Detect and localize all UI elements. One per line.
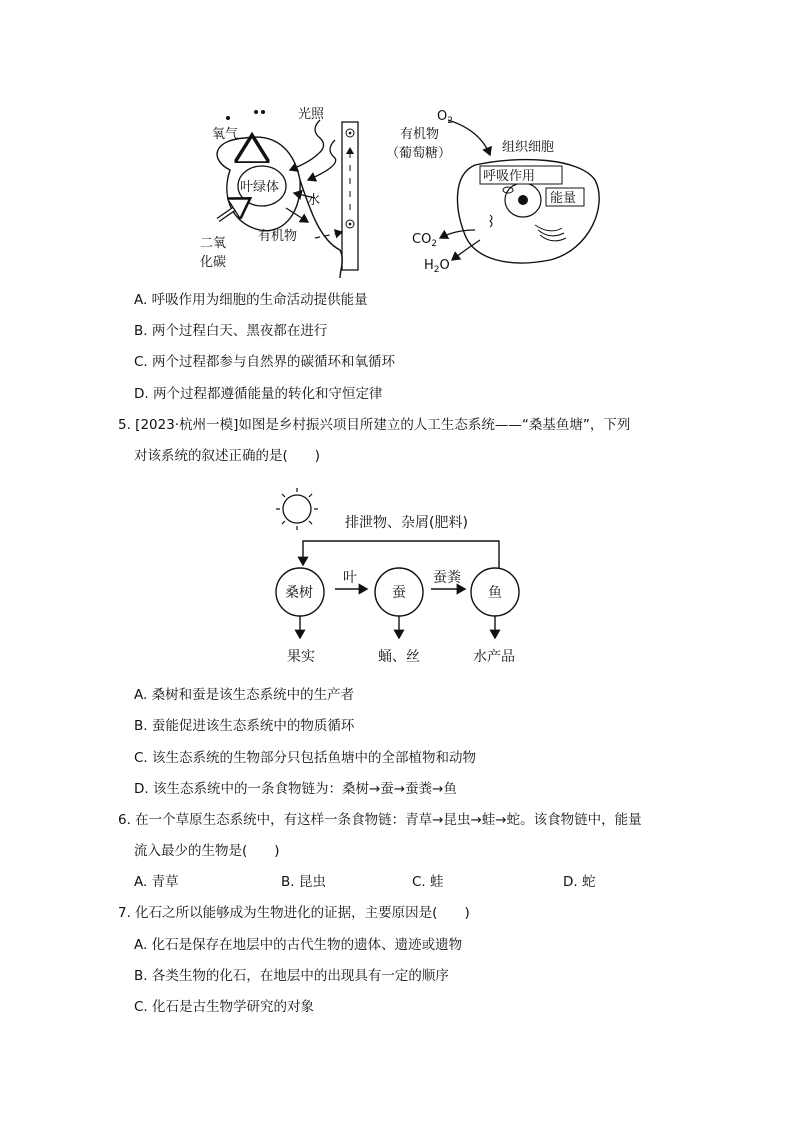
q7-option-c: C. 化石是古生物学研究的对象 (134, 999, 315, 1015)
mulberry-node: 桑树 (285, 585, 313, 601)
glucose-label: （葡萄糖） (386, 146, 452, 161)
q6-option-b: B. 昆虫 (281, 874, 326, 890)
q7-stem: 7. 化石之所以能够成为生物进化的证据，主要原因是( ) (118, 905, 470, 921)
h2o-output-label: $H_2O$ (424, 258, 450, 275)
q6-option-a: A. 青草 (134, 874, 179, 890)
q4-option-b: B. 两个过程白天、黑夜都在进行 (134, 323, 328, 339)
q5-stem-line1: 5. [2023·杭州一模]如图是乡村振兴项目所建立的人工生态系统——“桑基鱼塘”，下列 (118, 417, 631, 433)
fish-node: 鱼 (488, 585, 502, 601)
q5-option-a: A. 桑树和蚕是该生态系统中的生产者 (134, 687, 355, 703)
organic-matter-label: 有机物 (258, 229, 298, 244)
tissue-cell-label: 组织细胞 (502, 140, 555, 155)
manure-label: 蚕粪 (433, 570, 461, 586)
q6-stem-line1: 6. 在一个草原生态系统中，有这样一条食物链：青草→昆虫→蛙→蛇。该食物链中，能量 (118, 812, 642, 828)
cell-diagram (386, 109, 599, 275)
photosynthesis-respiration-figure (190, 100, 610, 280)
fruit-label: 果实 (287, 649, 315, 665)
mulberry-fishpond-diagram (265, 485, 535, 670)
feedback-label: 排泄物、杂屑(肥料) (345, 515, 468, 531)
chloroplast-label: 叶绿体 (240, 180, 280, 195)
o2-label: $O_2$ (437, 109, 453, 126)
q4-option-d: D. 两个过程都遵循能量的转化和守恒定律 (134, 386, 383, 402)
q6-option-d: D. 蛇 (563, 874, 596, 890)
cocoon-silk-label: 蛹、丝 (378, 649, 420, 665)
q5-stem-line2: 对该系统的叙述正确的是( ) (134, 448, 321, 464)
leaf-diagram (200, 106, 358, 278)
silkworm-node: 蚕 (392, 585, 406, 601)
organic-label: 有机物 (400, 127, 440, 142)
q4-option-a: A. 呼吸作用为细胞的生命活动提供能量 (134, 292, 368, 308)
water-label: 水 (307, 193, 321, 208)
light-label: 光照 (298, 107, 325, 122)
q5-option-b: B. 蚕能促进该生态系统中的物质循环 (134, 718, 355, 734)
sun-icon (276, 488, 318, 530)
leaf-label: 叶 (343, 570, 357, 586)
q6-option-c: C. 蛙 (412, 874, 444, 890)
energy-label: 能量 (550, 191, 577, 206)
q4-option-c: C. 两个过程都参与自然界的碳循环和氧循环 (134, 354, 396, 370)
aquatic-products-label: 水产品 (473, 649, 515, 665)
q7-option-a: A. 化石是保存在地层中的古代生物的遗体、遗迹或遗物 (134, 937, 463, 953)
co2-label-line1: 二氧 (200, 236, 227, 251)
q7-option-b: B. 各类生物的化石，在地层中的出现具有一定的顺序 (134, 968, 449, 984)
q6-stem-line2: 流入最少的生物是( ) (134, 843, 280, 859)
q5-option-c: C. 该生态系统的生物部分只包括鱼塘中的全部植物和动物 (134, 750, 477, 766)
respiration-label: 呼吸作用 (483, 169, 536, 184)
co2-label-line2: 化碳 (200, 255, 227, 270)
q5-option-d: D. 该生态系统中的一条食物链为：桑树→蚕→蚕粪→鱼 (134, 781, 457, 797)
co2-output-label: $CO_2$ (412, 232, 438, 249)
oxygen-label: 氧气 (212, 127, 239, 142)
